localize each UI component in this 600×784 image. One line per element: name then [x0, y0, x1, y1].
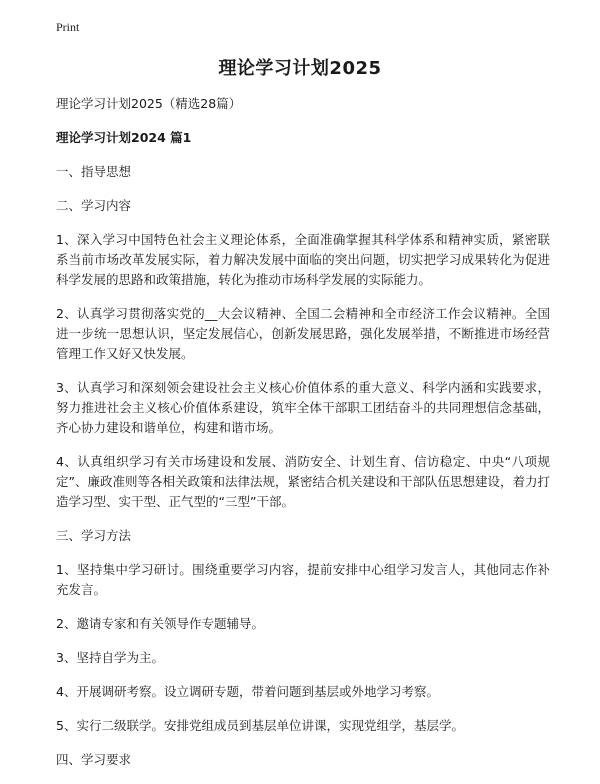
paragraph-method-3: 3、坚持自学为主。	[56, 650, 164, 665]
paragraph-method-5: 5、实行二级联学。安排党组成员到基层单位讲课，实现党组学，基层学。	[56, 718, 464, 733]
paragraph-method-2: 2、邀请专家和有关领导作专题辅导。	[56, 616, 264, 631]
document-body	[56, 94, 550, 784]
heading-guiding-ideology: 一、指导思想	[56, 164, 132, 179]
heading-study-methods: 三、学习方法	[56, 528, 132, 543]
paragraph-content-4: 4、认真组织学习有关市场建设和发展、消防安全、计划生育、信访稳定、中央“八项规定”、廉政准则等各相关政策和法律法规，紧密结合机关建设和干部队伍思想建设，着力打造学习型、实干型、正气型的“三型”干部。	[56, 454, 550, 509]
heading-study-content: 二、学习内容	[56, 198, 132, 213]
print-label: Print	[56, 20, 80, 34]
paragraph-method-1: 1、坚持集中学习研讨。围绕重要学习内容，提前安排中心组学习发言人，其他同志作补充发言。	[56, 562, 550, 597]
section-title: 理论学习计划2024 篇1	[56, 130, 192, 145]
paragraph-content-1: 1、深入学习中国特色社会主义理论体系，全面准确掌握其科学体系和精神实质，紧密联系当前市场改革发展实际，着力解决发展中面临的突出问题，切实把学习成果转化为促进科学发展的思路和政策措施，转化为推动市场科学发展的实际能力。	[56, 232, 550, 287]
paragraph-content-2: 2、认真学习贯彻落实党的__大会议精神、全国二会精神和全市经济工作会议精神。全国进一步统一思想认识，坚定发展信心，创新发展思路，强化发展举措，不断推进市场经营管理工作又好又快发展。	[56, 306, 550, 361]
paragraph-content-3: 3、认真学习和深刻领会建设社会主义核心价值体系的重大意义、科学内涵和实践要求，努力推进社会主义核心价值体系建设，筑牢全体干部职工团结奋斗的共同理想信念基础，齐心协力建设和谐单位，构建和谐市场。	[56, 380, 550, 435]
heading-study-requirements: 四、学习要求	[56, 752, 132, 767]
paragraph-method-4: 4、开展调研考察。设立调研专题，带着问题到基层或外地学习考察。	[56, 684, 439, 699]
document-subtitle: 理论学习计划2025（精选28篇）	[56, 96, 242, 111]
document-title: 理论学习计划2025	[218, 58, 382, 79]
